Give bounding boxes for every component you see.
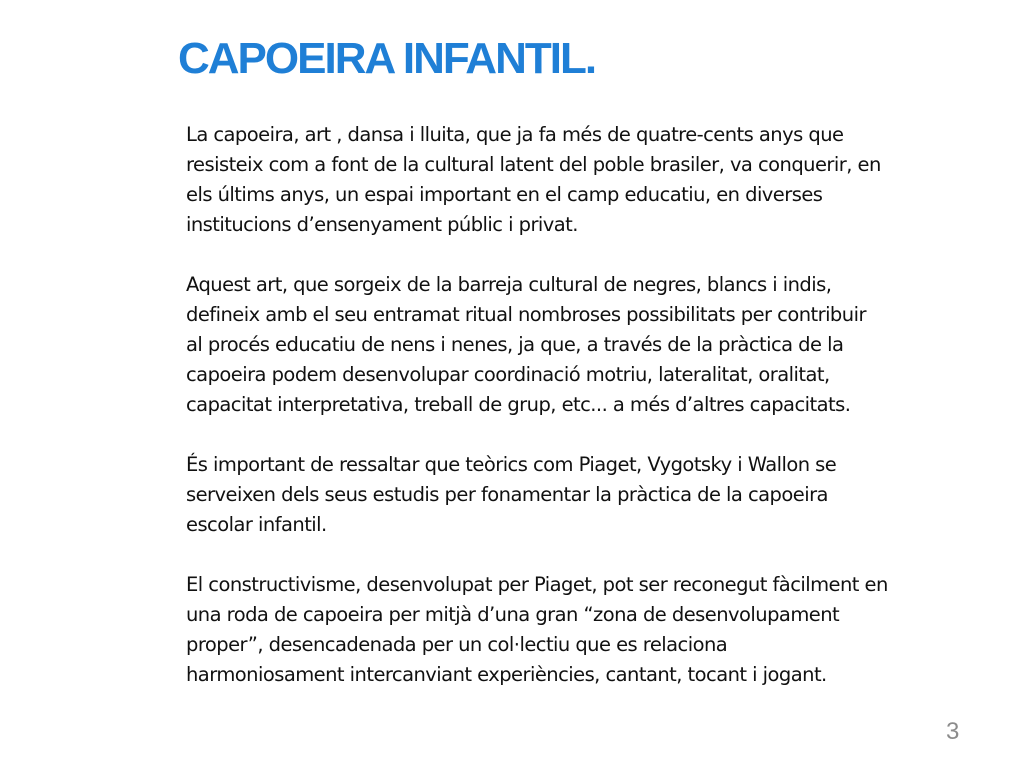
text-line: harmoniosament intercanviant experiències, cantant, tocant i jogant. bbox=[186, 663, 827, 686]
text-line: serveixen dels seus estudis per fonamentar la pràctica de la capoeira bbox=[186, 483, 828, 506]
text-line: defineix amb el seu entramat ritual nombroses possibilitats per contribuir bbox=[186, 303, 866, 326]
text-line: resisteix com a font de la cultural latent del poble brasiler, va conquerir, en bbox=[186, 153, 881, 176]
text-line: els últims anys, un espai important en el camp educatiu, en diverses bbox=[186, 183, 823, 206]
text-line: Aquest art, que sorgeix de la barreja cultural de negres, blancs i indis, bbox=[186, 273, 832, 296]
text-line: proper”, desencadenada per un col·lectiu que es relaciona bbox=[186, 633, 728, 656]
text-line: institucions d’ensenyament públic i privat. bbox=[186, 213, 578, 236]
paragraph-2 bbox=[186, 270, 986, 420]
text-line: una roda de capoeira per mitjà d’una gran “zona de desenvolupament bbox=[186, 603, 840, 626]
text-line: capoeira podem desenvolupar coordinació motriu, lateralitat, oralitat, bbox=[186, 363, 830, 386]
text-line: escolar infantil. bbox=[186, 513, 327, 536]
paragraph-4 bbox=[186, 570, 986, 690]
text-line: capacitat interpretativa, treball de grup, etc... a més d’altres capacitats. bbox=[186, 393, 851, 416]
paragraph-1 bbox=[186, 120, 986, 240]
paragraph-3 bbox=[186, 450, 986, 540]
text-line: El constructivisme, desenvolupat per Piaget, pot ser reconegut fàcilment en bbox=[186, 573, 888, 596]
slide-title: CAPOEIRA INFANTIL. bbox=[178, 34, 596, 83]
page-number: 3 bbox=[946, 718, 960, 745]
slide-body bbox=[186, 120, 986, 720]
text-line: És important de ressaltar que teòrics com Piaget, Vygotsky i Wallon se bbox=[186, 453, 837, 476]
text-line: La capoeira, art , dansa i lluita, que ja fa més de quatre-cents anys que bbox=[186, 123, 844, 146]
text-line: al procés educatiu de nens i nenes, ja que, a través de la pràctica de la bbox=[186, 333, 844, 356]
